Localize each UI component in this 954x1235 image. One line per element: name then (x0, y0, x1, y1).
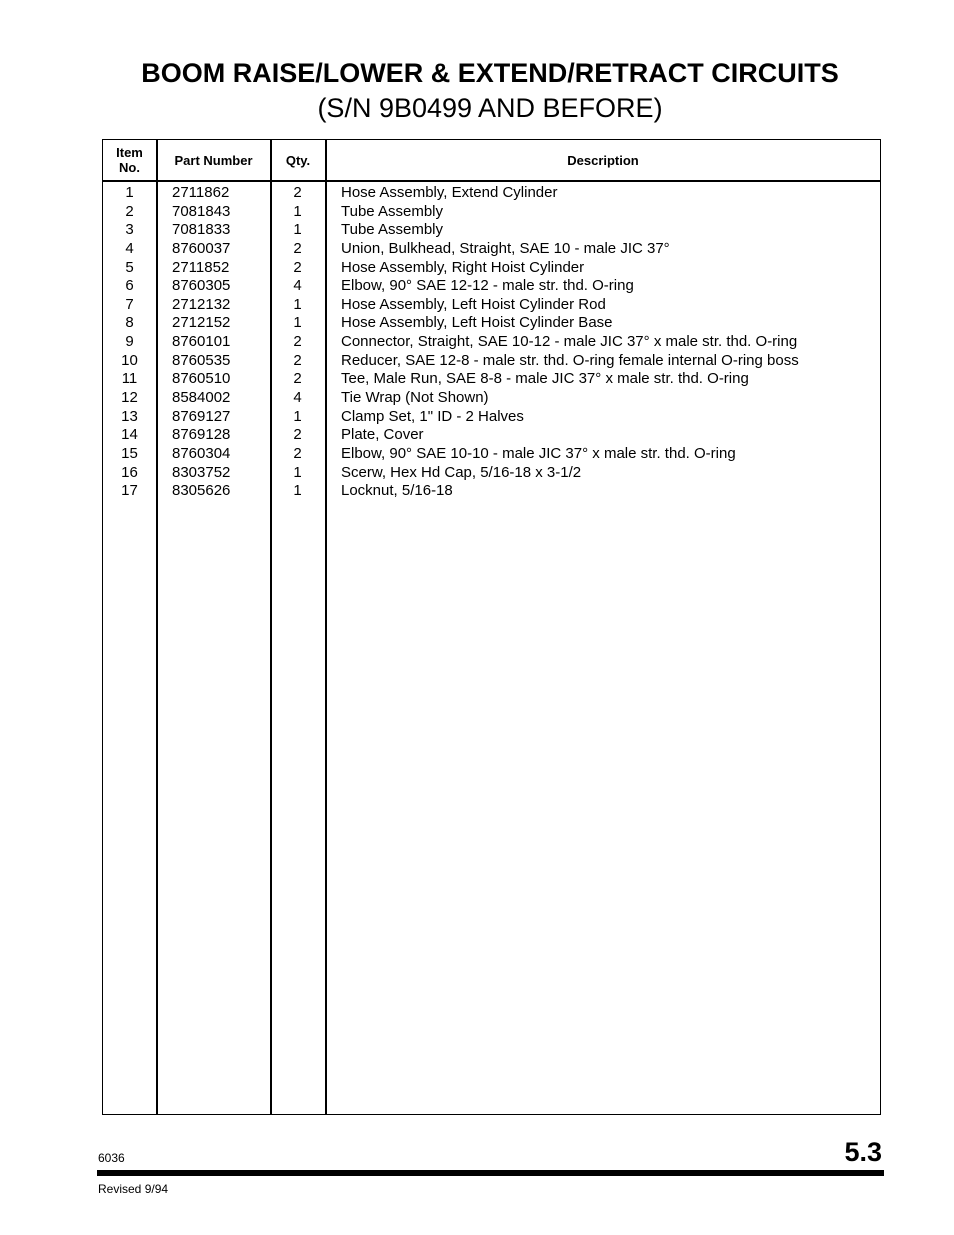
table-row (103, 240, 880, 259)
quantity: 1 (293, 463, 302, 481)
quantity: 2 (293, 426, 302, 444)
quantity: 2 (293, 351, 302, 369)
item-number: 11 (121, 370, 138, 388)
table-row (103, 482, 880, 501)
table-row (103, 445, 880, 464)
table-row (103, 277, 880, 296)
quantity: 4 (293, 277, 302, 295)
part-number: 8760304 (172, 444, 231, 462)
part-number: 8760037 (172, 239, 231, 257)
description: Locknut, 5/16-18 (341, 482, 453, 500)
header-description: Description (567, 152, 639, 168)
part-number: 2712132 (172, 295, 231, 313)
item-number: 15 (121, 444, 138, 462)
description: Tie Wrap (Not Shown) (341, 389, 489, 407)
part-number: 7081833 (172, 221, 231, 239)
table-row (103, 184, 880, 203)
description: Elbow, 90° SAE 12-12 - male str. thd. O-ring (341, 277, 634, 295)
part-number: 8303752 (172, 463, 231, 481)
description: Reducer, SAE 12-8 - male str. thd. O-ring female internal O-ring boss (341, 351, 799, 369)
description: Hose Assembly, Left Hoist Cylinder Base (341, 314, 613, 332)
quantity: 2 (293, 444, 302, 462)
item-number: 16 (121, 463, 138, 481)
table-row (103, 259, 880, 278)
part-number: 7081843 (172, 202, 231, 220)
part-number: 2711862 (172, 184, 230, 201)
item-number: 13 (121, 407, 138, 425)
part-number: 8760535 (172, 351, 231, 369)
table-row (103, 408, 880, 427)
part-number: 8769128 (172, 426, 231, 444)
table-row (103, 464, 880, 483)
header-part-number: Part Number (174, 152, 253, 168)
item-number: 6 (125, 277, 134, 295)
table-row (103, 221, 880, 240)
description: Tube Assembly (341, 202, 443, 220)
description: Hose Assembly, Right Hoist Cylinder (341, 258, 585, 276)
quantity: 1 (293, 314, 302, 332)
table-row (103, 296, 880, 315)
quantity: 2 (293, 239, 302, 257)
quantity: 2 (293, 184, 302, 201)
document-number: 6036 (98, 1151, 125, 1165)
footer-rule (97, 1170, 884, 1176)
description: Scerw, Hex Hd Cap, 5/16-18 x 3-1/2 (341, 463, 582, 481)
table-row (103, 333, 880, 352)
revision-date: Revised 9/94 (98, 1182, 169, 1196)
item-number: 12 (121, 389, 138, 407)
quantity: 2 (293, 333, 302, 351)
item-number: 1 (125, 184, 134, 201)
table-row (103, 314, 880, 333)
item-number: 3 (125, 221, 134, 239)
header-item-no (103, 140, 156, 180)
quantity: 1 (293, 482, 302, 500)
item-number: 8 (125, 314, 134, 332)
item-number: 2 (125, 202, 134, 220)
quantity: 2 (293, 258, 302, 276)
description: Hose Assembly, Left Hoist Cylinder Rod (341, 295, 606, 313)
part-number: 2712152 (172, 314, 231, 332)
part-number: 8760101 (172, 333, 231, 351)
description: Plate, Cover (341, 426, 424, 444)
part-number: 8760510 (172, 370, 231, 388)
part-number: 2711852 (172, 258, 230, 276)
table-row (103, 203, 880, 222)
item-number: 14 (121, 426, 138, 444)
description: Hose Assembly, Extend Cylinder (341, 184, 558, 201)
table-row (103, 389, 880, 408)
header-qty: Qty. (285, 152, 311, 168)
page-subtitle: (S/N 9B0499 AND BEFORE) (317, 93, 663, 123)
header-divider (103, 180, 880, 182)
table-row (103, 426, 880, 445)
quantity: 2 (293, 370, 302, 388)
item-number: 9 (125, 333, 134, 351)
part-number: 8769127 (172, 407, 231, 425)
table-row (103, 352, 880, 371)
header-item-line2: No. (119, 160, 140, 175)
quantity: 1 (293, 407, 302, 425)
page-number: 5.3 (844, 1137, 882, 1167)
item-number: 4 (125, 239, 134, 257)
item-number: 5 (125, 258, 134, 276)
part-number: 8305626 (172, 482, 231, 500)
description: Tube Assembly (341, 221, 443, 239)
part-number: 8760305 (172, 277, 231, 295)
quantity: 1 (293, 202, 302, 220)
description: Connector, Straight, SAE 10-12 - male JIC 37° x male str. thd. O-ring (341, 333, 798, 351)
quantity: 1 (293, 295, 302, 313)
quantity: 1 (293, 221, 302, 239)
table-row (103, 370, 880, 389)
item-number: 10 (121, 351, 138, 369)
quantity: 4 (293, 389, 302, 407)
page-title: BOOM RAISE/LOWER & EXTEND/RETRACT CIRCUITS (141, 58, 839, 88)
item-number: 17 (121, 482, 138, 500)
part-number: 8584002 (172, 389, 231, 407)
item-number: 7 (125, 295, 134, 313)
header-item-line1: Item (116, 145, 143, 160)
table-body (103, 184, 880, 501)
description: Tee, Male Run, SAE 8-8 - male JIC 37° x male str. thd. O-ring (341, 370, 749, 388)
description: Clamp Set, 1" ID - 2 Halves (341, 407, 524, 425)
parts-table (102, 139, 881, 1115)
description: Elbow, 90° SAE 10-10 - male JIC 37° x male str. thd. O-ring (341, 444, 736, 462)
description: Union, Bulkhead, Straight, SAE 10 - male JIC 37° (341, 239, 670, 257)
